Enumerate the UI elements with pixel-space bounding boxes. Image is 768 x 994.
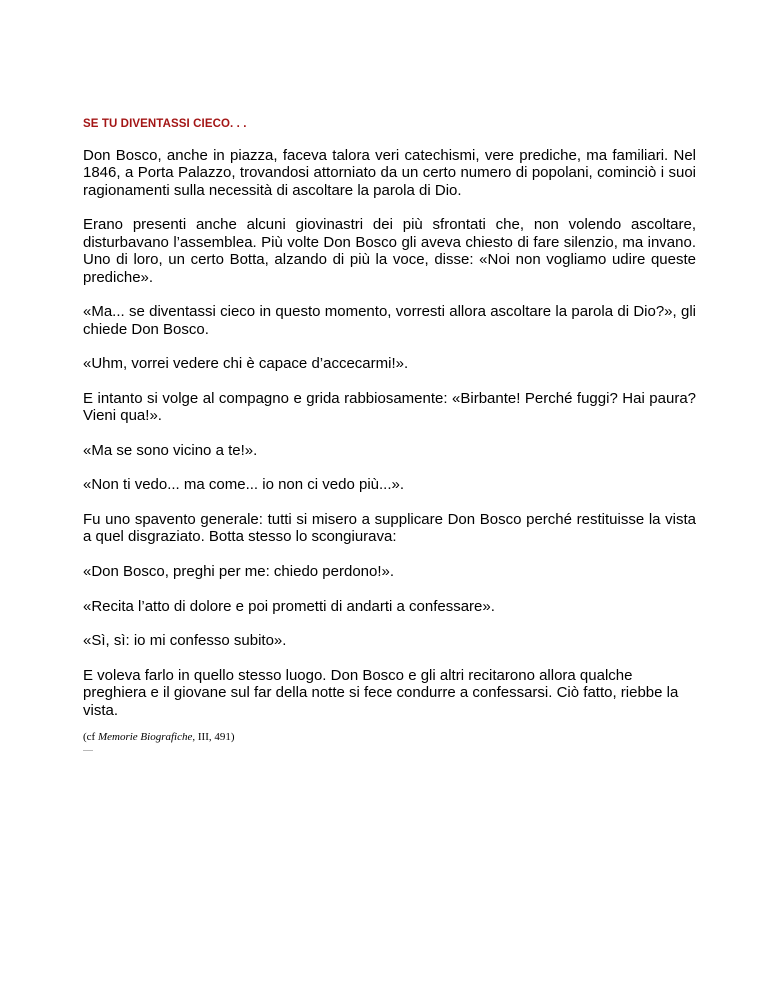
- paragraph: «Don Bosco, preghi per me: chiedo perdono!».: [83, 563, 395, 580]
- footnote-divider: [83, 750, 93, 751]
- citation: [83, 729, 696, 746]
- paragraph: Don Bosco, anche in piazza, faceva talora veri catechismi, vere prediche, ma familiari. Nel 1846, a Porta Palazzo, trovandosi attorniato da un certo numero di popolani, cominciò i suoi ragionamenti sulla necessità di ascoltare la parola di Dio.: [83, 147, 696, 199]
- paragraph: «Ma se sono vicino a te!».: [83, 441, 258, 459]
- document-body: [83, 147, 696, 747]
- paragraph: E voleva farlo in quello stesso luogo. Don Bosco e gli altri recitarono allora qualche preghiera e il giovane sul far della notte si fece condurre a confessarsi. Ciò fatto, riebbe la vista.: [83, 666, 679, 719]
- document-title: SE TU DIVENTASSI CIECO. . .: [83, 118, 247, 130]
- paragraph: Fu uno spavento generale: tutti si misero a supplicare Don Bosco perché restituisse la vista a quel disgraziato. Botta stesso lo scongiurava:: [83, 511, 696, 546]
- paragraph: Erano presenti anche alcuni giovinastri dei più sfrontati che, non volendo ascoltare, disturbavano l’assemblea. Più volte Don Bosco gli aveva chiesto di fare silenzio, ma invano. Uno di loro, un certo Botta, alzando di più la voce, disse: «Noi non vogliamo udire queste prediche».: [83, 216, 696, 286]
- paragraph: «Non ti vedo... ma come... io non ci vedo più...».: [83, 476, 405, 494]
- citation-suffix: , III, 491): [192, 731, 235, 744]
- paragraph: «Sì, sì: io mi confesso subito».: [83, 632, 287, 650]
- paragraph: «Uhm, vorrei vedere chi è capace d’accecarmi!».: [83, 355, 409, 373]
- paragraph: E intanto si volge al compagno e grida rabbiosamente: «Birbante! Perché fuggi? Hai paura? Vieni qua!».: [83, 389, 696, 425]
- paragraph: «Ma... se diventassi cieco in questo momento, vorresti allora ascoltare la parola di Dio?», gli chiede Don Bosco.: [83, 303, 696, 338]
- paragraph: «Recita l’atto di dolore e poi prometti di andarti a confessare».: [83, 597, 495, 615]
- citation-work: Memorie Biografiche: [97, 731, 193, 744]
- citation-prefix: (cf: [83, 731, 98, 744]
